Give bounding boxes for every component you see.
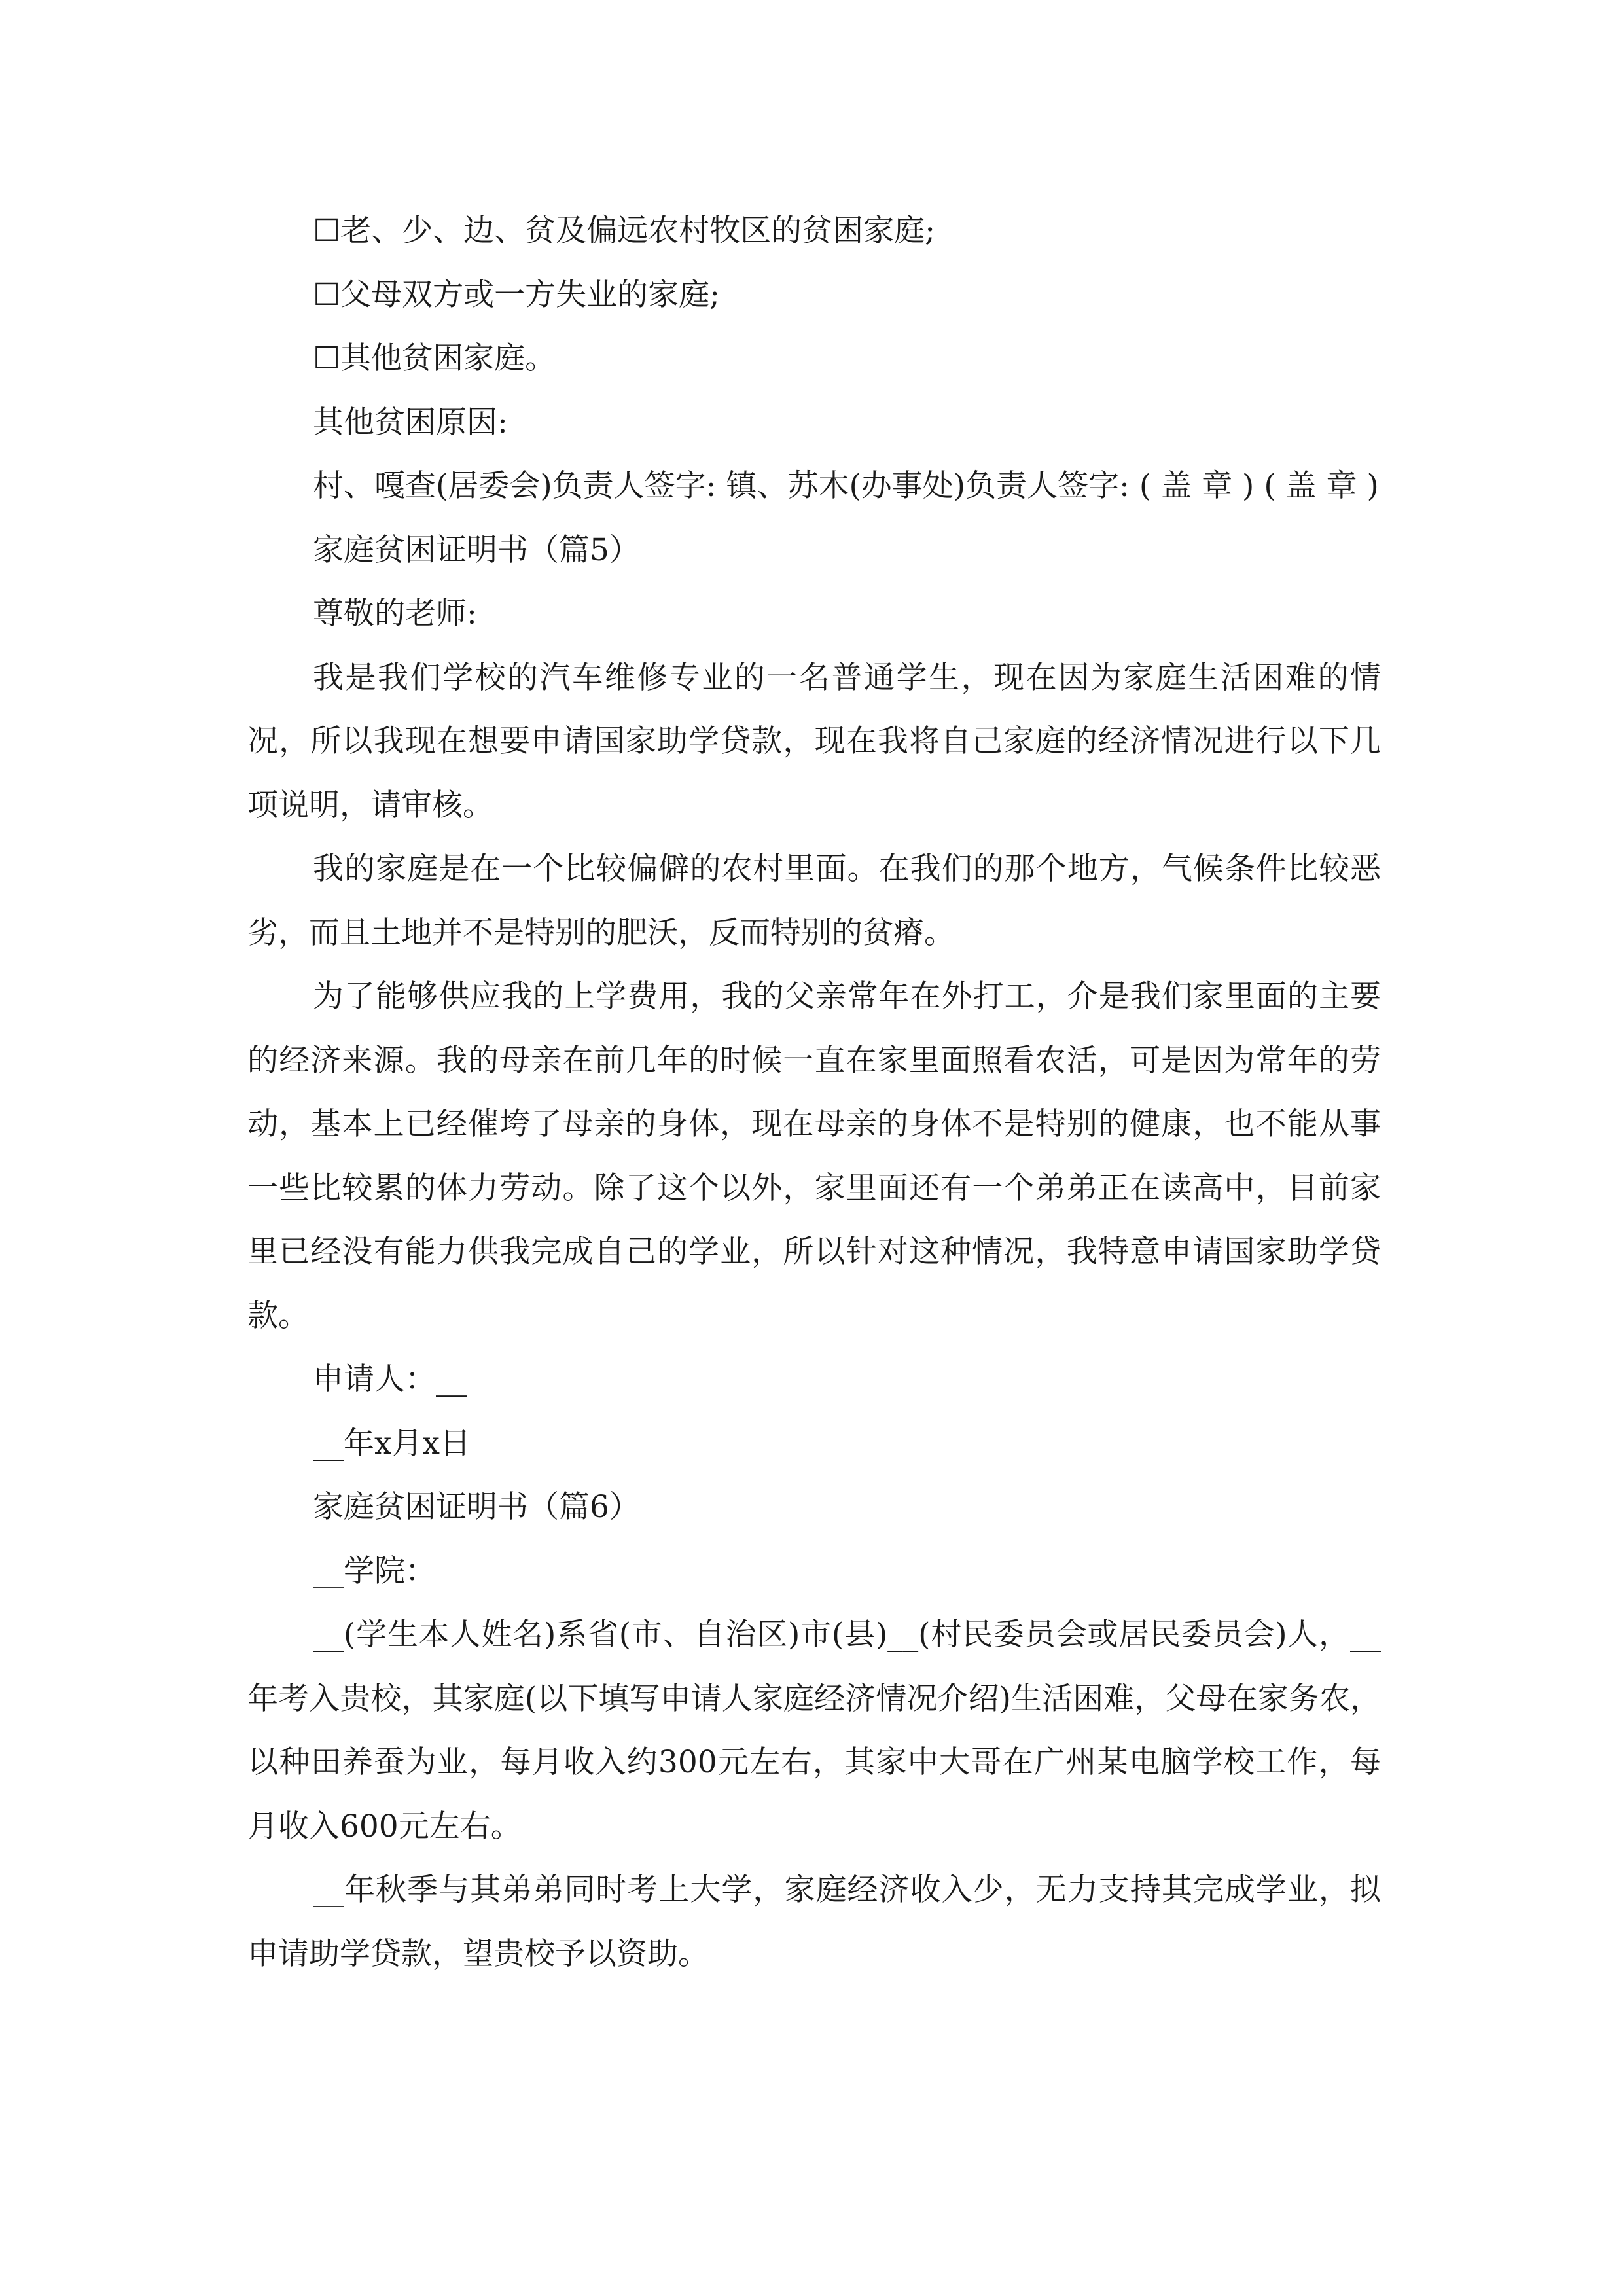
body-paragraph: 为了能够供应我的上学费用，我的父亲常年在外打工，介是我们家里面的主要的经济来源。我的母亲在前几年的时候一直在家里面照看农活，可是因为常年的劳动，基本上已经催垮了母亲的身体，现在母亲的身体不是特别的健康，也不能从事一些比较累的体力劳动。除了这个以外，家里面还有一个弟弟正在读高中，目前家里已经没有能力供我完成自己的学业，所以针对这种情况，我特意申请国家助学贷款。: [247, 978, 1381, 1334]
checklist-item: ☐父母双方或一方失业的家庭;: [313, 276, 720, 313]
body-paragraph: __年秋季与其弟弟同时考上大学，家庭经济收入少，无力支持其完成学业，拟申请助学贷款，望贵校予以资助。: [247, 1872, 1381, 1972]
section-title: 家庭贫困证明书（篇6）: [313, 1489, 640, 1525]
salutation: __学院：: [313, 1552, 436, 1589]
body-paragraph: __(学生本人姓名)系省(市、自治区)市(县)__(村民委员会或居民委员会)人，__年考入贵校，其家庭(以下填写申请人家庭经济情况介绍)生活困难，父母在家务农，以种田养蚕为业，每月收入约300元左右，其家中大哥在广州某电脑学校工作，每月收入600元左右。: [247, 1617, 1381, 1844]
body-paragraph: 我是我们学校的汽车维修专业的一名普通学生，现在因为家庭生活困难的情况，所以我现在想要申请国家助学贷款，现在我将自己家庭的经济情况进行以下几项说明，请审核。: [247, 659, 1381, 823]
checklist-item: ☐其他贫困家庭。: [313, 340, 556, 376]
salutation: 尊敬的老师:: [313, 596, 477, 632]
body-paragraph: 我的家庭是在一个比较偏僻的农村里面。在我们的那个地方，气候条件比较恶劣，而且土地并不是特别的肥沃，反而特别的贫瘠。: [247, 851, 1381, 951]
document-body: [247, 199, 1381, 1986]
signature-line: 村、嘎查(居委会)负责人签字: 镇、苏木(办事处)负责人签字: ( 盖 章 ) ( 盖 章 ): [313, 468, 1379, 504]
date-line: __年x月x日: [313, 1425, 471, 1462]
checklist-item: ☐老、少、边、贫及偏远农村牧区的贫困家庭;: [313, 213, 935, 249]
applicant-line: 申请人：__: [313, 1361, 467, 1397]
section-title: 家庭贫困证明书（篇5）: [313, 531, 640, 568]
other-reasons-label: 其他贫困原因:: [313, 404, 508, 440]
